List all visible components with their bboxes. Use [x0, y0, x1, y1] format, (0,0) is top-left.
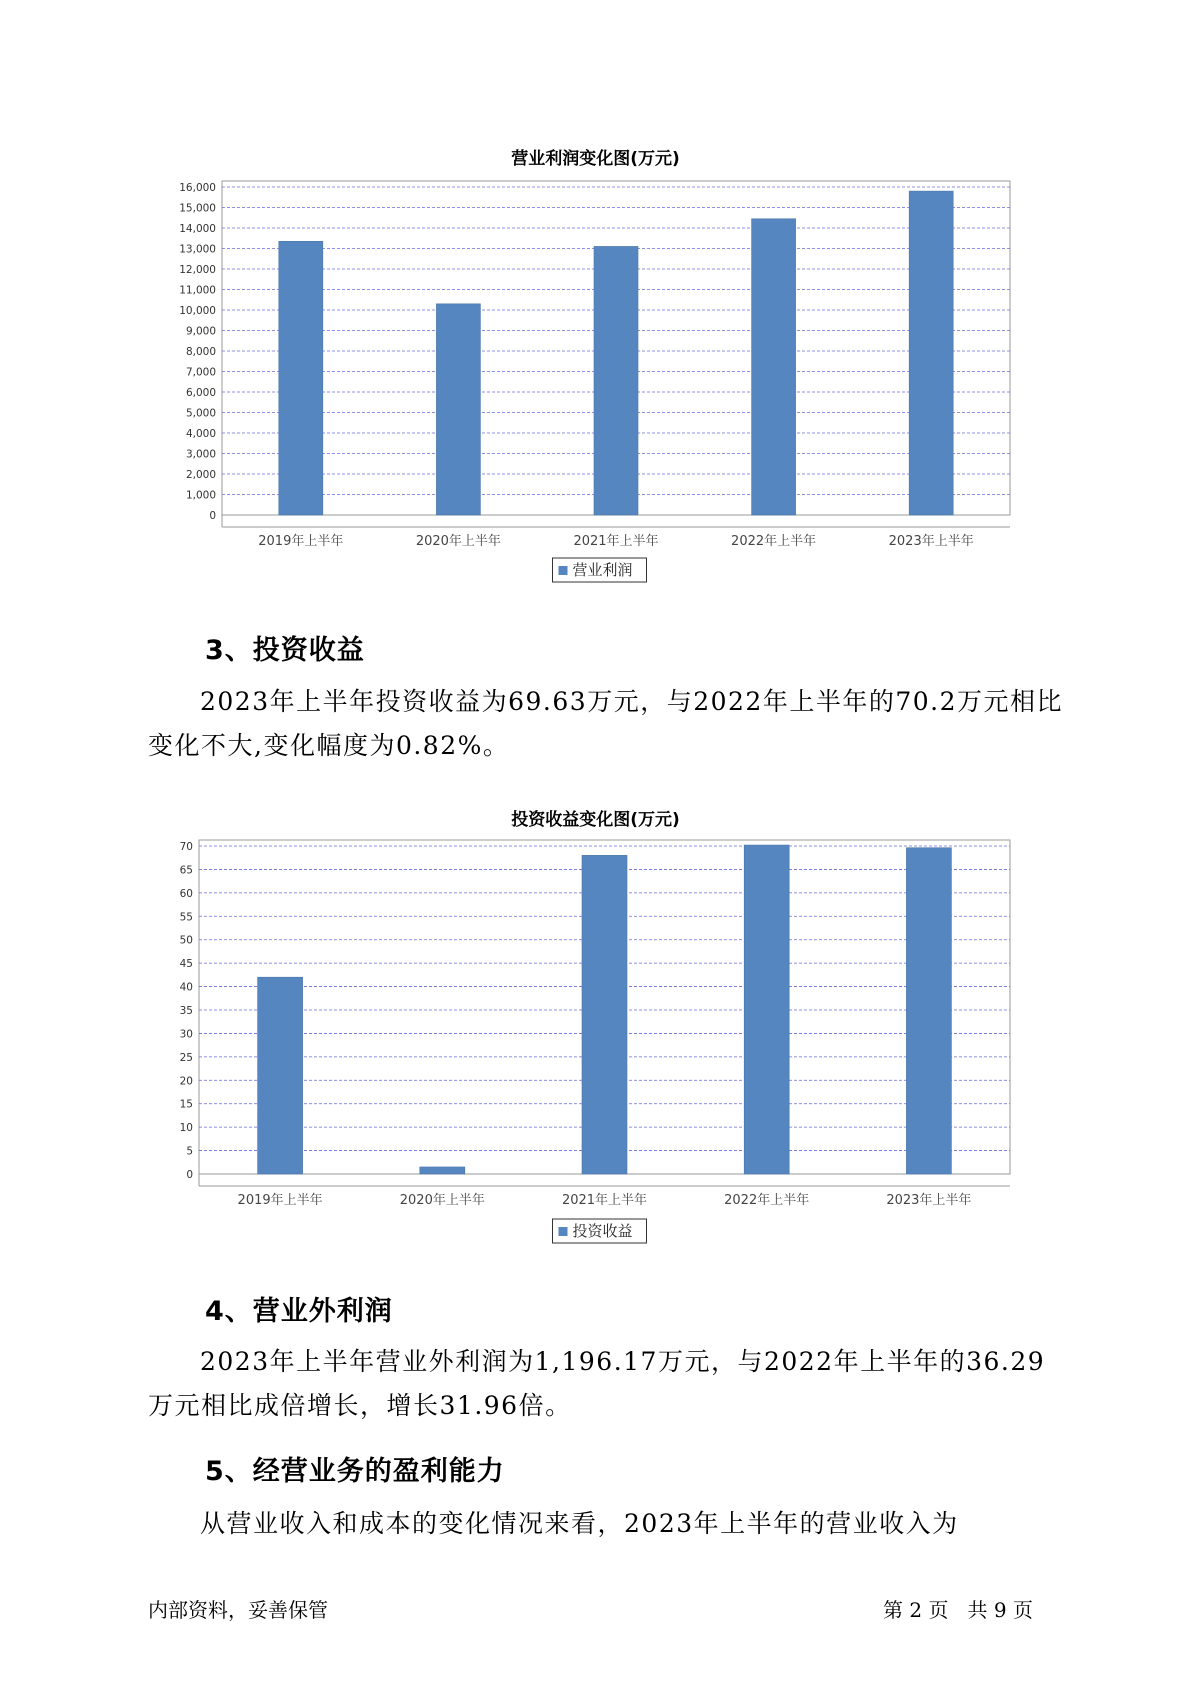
x-tick-label: 2019年上半年 [237, 1193, 323, 1208]
y-tick-label: 0 [209, 510, 216, 522]
bar [258, 977, 303, 1174]
section-heading-profitability: 5、经营业务的盈利能力 [205, 1456, 505, 1487]
y-tick-label: 10,000 [179, 305, 216, 317]
legend-label: 营业利润 [572, 561, 633, 579]
bar [436, 304, 480, 515]
chart-investment-income [0, 838, 1191, 1258]
y-tick-label: 45 [179, 958, 193, 971]
y-tick-label: 16,000 [179, 182, 216, 194]
x-tick-label: 2020年上半年 [415, 534, 501, 549]
section-text-profitability: 从营业收入和成本的变化情况来看，2023年上半年的营业收入为 [200, 1509, 959, 1538]
bar [752, 219, 796, 515]
bar [420, 1167, 465, 1174]
legend-label: 投资收益 [572, 1222, 633, 1240]
footer-confidential-note: 内部资料，妥善保管 [148, 1598, 328, 1622]
section-text-investment-income: 2023年上半年投资收益为69.63万元，与2022年上半年的70.2万元相比变化不大,变化幅度为0.82%。 [148, 687, 1063, 760]
y-tick-label: 50 [179, 934, 193, 947]
section-text-non-operating-profit: 2023年上半年营业外利润为1,196.17万元，与2022年上半年的36.29万元相比成倍增长，增长31.96倍。 [148, 1347, 1046, 1420]
x-tick-label: 2021年上半年 [573, 534, 659, 549]
y-tick-label: 70 [179, 841, 193, 853]
chart-title-investment-income: 投资收益变化图(万元) [511, 810, 680, 830]
y-tick-label: 13,000 [179, 243, 216, 256]
bar [582, 855, 627, 1174]
bar [906, 848, 951, 1174]
y-tick-label: 10 [179, 1122, 193, 1135]
y-tick-label: 65 [179, 864, 193, 877]
y-tick-label: 55 [179, 911, 193, 924]
y-tick-label: 12,000 [179, 264, 216, 276]
y-tick-label: 35 [179, 1005, 193, 1017]
chart-title-operating-profit: 营业利润变化图(万元) [511, 149, 680, 169]
y-tick-label: 2,000 [185, 469, 216, 481]
y-tick-label: 25 [179, 1051, 193, 1064]
x-tick-label: 2020年上半年 [399, 1193, 485, 1208]
bar [909, 191, 953, 515]
section-heading-investment-income: 3、投资收益 [205, 635, 365, 666]
y-tick-label: 15 [179, 1098, 193, 1111]
x-tick-label: 2022年上半年 [731, 534, 817, 549]
y-tick-label: 9,000 [185, 325, 216, 338]
y-tick-label: 5,000 [185, 407, 216, 420]
legend-swatch [559, 1227, 568, 1236]
section-heading-non-operating-profit: 4、营业外利润 [205, 1296, 393, 1327]
y-tick-label: 60 [179, 887, 193, 900]
y-tick-label: 4,000 [185, 428, 216, 440]
y-tick-label: 0 [186, 1169, 193, 1181]
footer-page-number: 第 2 页 共 9 页 [883, 1598, 1033, 1622]
bar [594, 246, 638, 515]
y-tick-label: 3,000 [185, 448, 216, 461]
y-tick-label: 30 [179, 1028, 193, 1041]
x-tick-label: 2023年上半年 [888, 534, 974, 549]
x-tick-label: 2021年上半年 [561, 1193, 648, 1208]
x-tick-label: 2022年上半年 [724, 1193, 810, 1208]
y-tick-label: 40 [179, 981, 193, 994]
y-tick-label: 15,000 [179, 202, 216, 215]
y-tick-label: 6,000 [185, 387, 216, 399]
y-tick-label: 5 [186, 1145, 193, 1158]
y-tick-label: 1,000 [185, 489, 216, 502]
chart-operating-profit [0, 175, 1191, 595]
legend-swatch [559, 566, 568, 575]
bar [744, 845, 789, 1174]
y-tick-label: 7,000 [185, 366, 216, 379]
y-tick-label: 20 [179, 1075, 193, 1088]
bar [279, 241, 323, 515]
y-tick-label: 14,000 [179, 223, 216, 235]
y-tick-label: 11,000 [179, 284, 216, 297]
x-tick-label: 2023年上半年 [886, 1193, 972, 1208]
y-tick-label: 8,000 [185, 346, 216, 358]
x-tick-label: 2019年上半年 [258, 534, 344, 549]
